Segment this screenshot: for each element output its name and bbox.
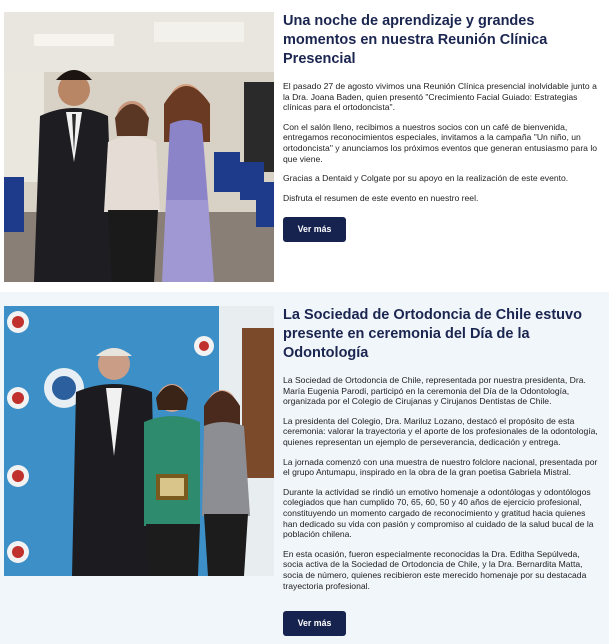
article-card-reunion-clinica — [0, 0, 609, 290]
event-photo-drawing — [4, 12, 274, 282]
article-content — [283, 12, 599, 242]
article-card-dia-odontologia — [0, 292, 609, 644]
article-paragraph: En esta ocasión, fueron especialmente reconocidas la Dra. Editha Sepúlveda, socia activa de la Sociedad de Ortodoncia de Chile, y la Dra. Bernardita Matta, socia de número, quienes recibieron este merecido homenaje por su destacada trayectoria profesional. — [283, 548, 587, 591]
ver-mas-button[interactable]: Ver más — [283, 217, 346, 242]
ceremony-photo-drawing — [4, 306, 274, 576]
article-paragraph: Gracias a Dentaid y Colgate por su apoyo en la realización de este evento. — [283, 173, 569, 184]
article-paragraph: La Sociedad de Ortodoncia de Chile, representada por nuestra presidenta, Dra. María Eugenia Parodi, participó en la ceremonia del Día de la Odontología, organizada por el Colegio de Cirujanas y Cirujanos Dentistas de Chile. — [283, 375, 586, 407]
article-content — [283, 306, 599, 636]
event-photo — [4, 12, 274, 282]
article-paragraph: El pasado 27 de agosto vivimos una Reunión Clínica presencial inolvidable junto a la Dra. Joana Baden, quien presentó "Crecimiento Facial Guiado: Estrategias clínicas para el ortodoncista". — [283, 81, 597, 113]
article-paragraph: Durante la actividad se rindió un emotivo homenaje a odontólogas y odontólogos colegiados que han cumplido 70, 65, 60, 50 y 40 años de ejercicio profesional, constituyendo un momento cargado de reconocimiento y gratitud hacia quienes han dedicado su vida con pasión y compromiso al cuidado de la salud bucal de la población chilena. — [283, 486, 594, 540]
article-paragraph: La jornada comenzó con una muestra de nuestro folclore nacional, presentada por el grupo Antumapu, inspirado en la obra de la gran poetisa Gabriela Mistral. — [283, 456, 598, 478]
article-paragraph: Con el salón lleno, recibimos a nuestros socios con un café de bienvenida, entregamos reconocimientos especiales, invitamos a la campaña "Un niño, un ortodoncista" y anunciamos los próximos eventos que generan entusiasmo para lo que viene. — [283, 121, 598, 164]
article-title: La Sociedad de Ortodoncia de Chile estuvo presente en ceremonia del Día de la Odontología — [283, 307, 582, 361]
article-title: Una noche de aprendizaje y grandes momentos en nuestra Reunión Clínica Presencial — [283, 13, 548, 67]
article-paragraph: Disfruta el resumen de este evento en nuestro reel. — [283, 192, 479, 203]
ceremony-photo — [4, 306, 274, 576]
ver-mas-button[interactable]: Ver más — [283, 611, 346, 636]
article-paragraph: La presidenta del Colegio, Dra. Mariluz Lozano, destacó el propósito de esta ceremonia: valorar la trayectoria y el aporte de los profesionales de la odontología, quienes representan un ejemplo de perseverancia, dedicación y entrega. — [283, 415, 598, 447]
